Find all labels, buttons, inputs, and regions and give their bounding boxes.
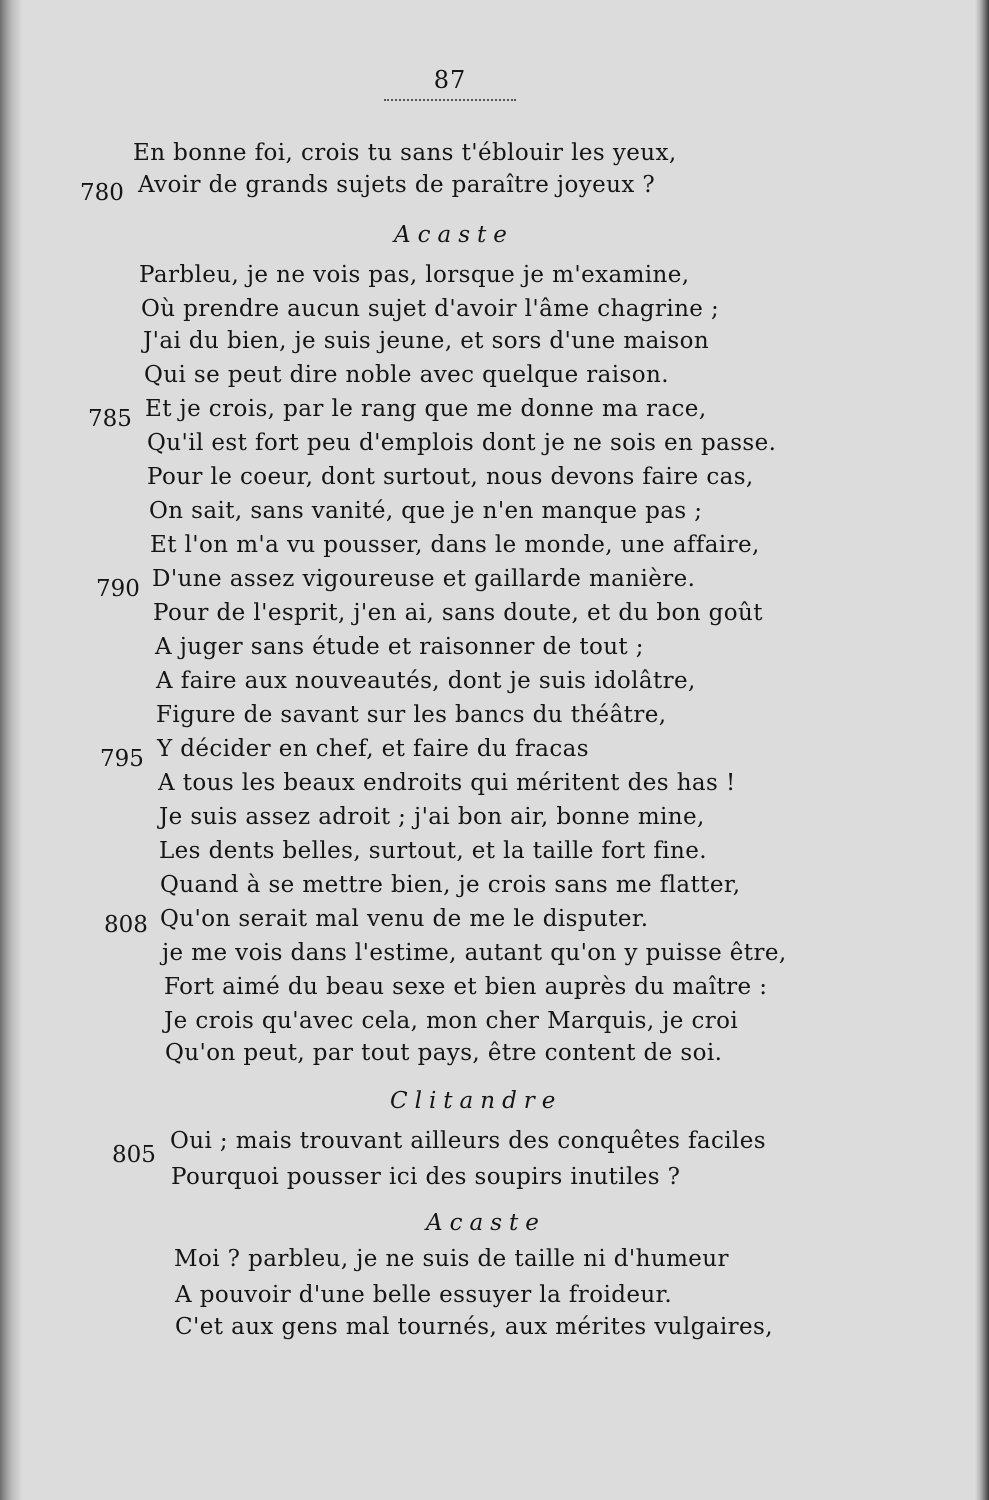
page-gutter-shadow [0,0,22,1500]
verse-line: A juger sans étude et raisonner de tout ; [155,634,644,660]
page-number: 87 [433,66,467,94]
verse-line: Qu'on peut, par tout pays, être content de soi. [165,1040,723,1066]
verse-line: Où prendre aucun sujet d'avoir l'âme chagrine ; [141,296,720,322]
verse-line: Et je crois, par le rang que me donne ma race, [145,396,707,422]
verse-line: Avoir de grands sujets de paraître joyeux ? [138,172,656,198]
verse-line: J'ai du bien, je suis jeune, et sors d'une maison [143,328,710,354]
verse-line: Pourquoi pousser ici des soupirs inutiles ? [171,1164,681,1190]
line-number: 785 [88,406,132,432]
verse-line: D'une assez vigoureuse et gaillarde manière. [152,566,696,592]
verse-line: En bonne foi, crois tu sans t'éblouir les yeux, [133,140,677,166]
verse-line: C'et aux gens mal tournés, aux mérites vulgaires, [175,1314,773,1340]
verse-line: Pour de l'esprit, j'en ai, sans doute, et du bon goût [153,600,763,626]
verse-line: On sait, sans vanité, que je n'en manque pas ; [149,498,703,524]
speaker-name: Clitandre [390,1088,563,1114]
verse-line: Qu'on serait mal venu de me le disputer. [160,906,649,932]
verse-line: Y décider en chef, et faire du fracas [157,736,589,762]
line-number: 795 [100,746,144,772]
verse-line: Pour le coeur, dont surtout, nous devons faire cas, [147,464,754,490]
line-number: 790 [96,576,140,602]
speaker-name: Acaste [394,222,514,248]
line-number: 808 [104,912,148,938]
verse-line: Qui se peut dire noble avec quelque raison. [144,362,669,388]
verse-line: Je crois qu'avec cela, mon cher Marquis, je croi [164,1008,739,1034]
verse-line: Fort aimé du beau sexe et bien auprès du maître : [164,974,768,1000]
page-edge-shadow [975,0,989,1500]
verse-line: Je suis assez adroit ; j'ai bon air, bonne mine, [159,804,705,830]
speaker-name: Acaste [426,1210,546,1236]
verse-line: Moi ? parbleu, je ne suis de taille ni d'humeur [174,1246,729,1272]
verse-line: A tous les beaux endroits qui méritent des has ! [158,770,736,796]
verse-line: je me vois dans l'estime, autant qu'on y puisse être, [162,940,787,966]
page-number-rule [384,99,516,101]
verse-line: A faire aux nouveautés, dont je suis idolâtre, [156,668,696,694]
verse-line: Oui ; mais trouvant ailleurs des conquêtes faciles [170,1128,767,1154]
verse-line: Figure de savant sur les bancs du théâtre, [156,702,667,728]
verse-line: Quand à se mettre bien, je crois sans me flatter, [160,872,741,898]
line-number: 780 [80,180,124,206]
verse-line: A pouvoir d'une belle essuyer la froideur. [175,1282,673,1308]
verse-line: Et l'on m'a vu pousser, dans le monde, une affaire, [150,532,760,558]
verse-line: Les dents belles, surtout, et la taille fort fine. [159,838,707,864]
verse-line: Parbleu, je ne vois pas, lorsque je m'examine, [139,262,690,288]
verse-line: Qu'il est fort peu d'emplois dont je ne sois en passe. [147,430,777,456]
line-number: 805 [112,1142,156,1168]
